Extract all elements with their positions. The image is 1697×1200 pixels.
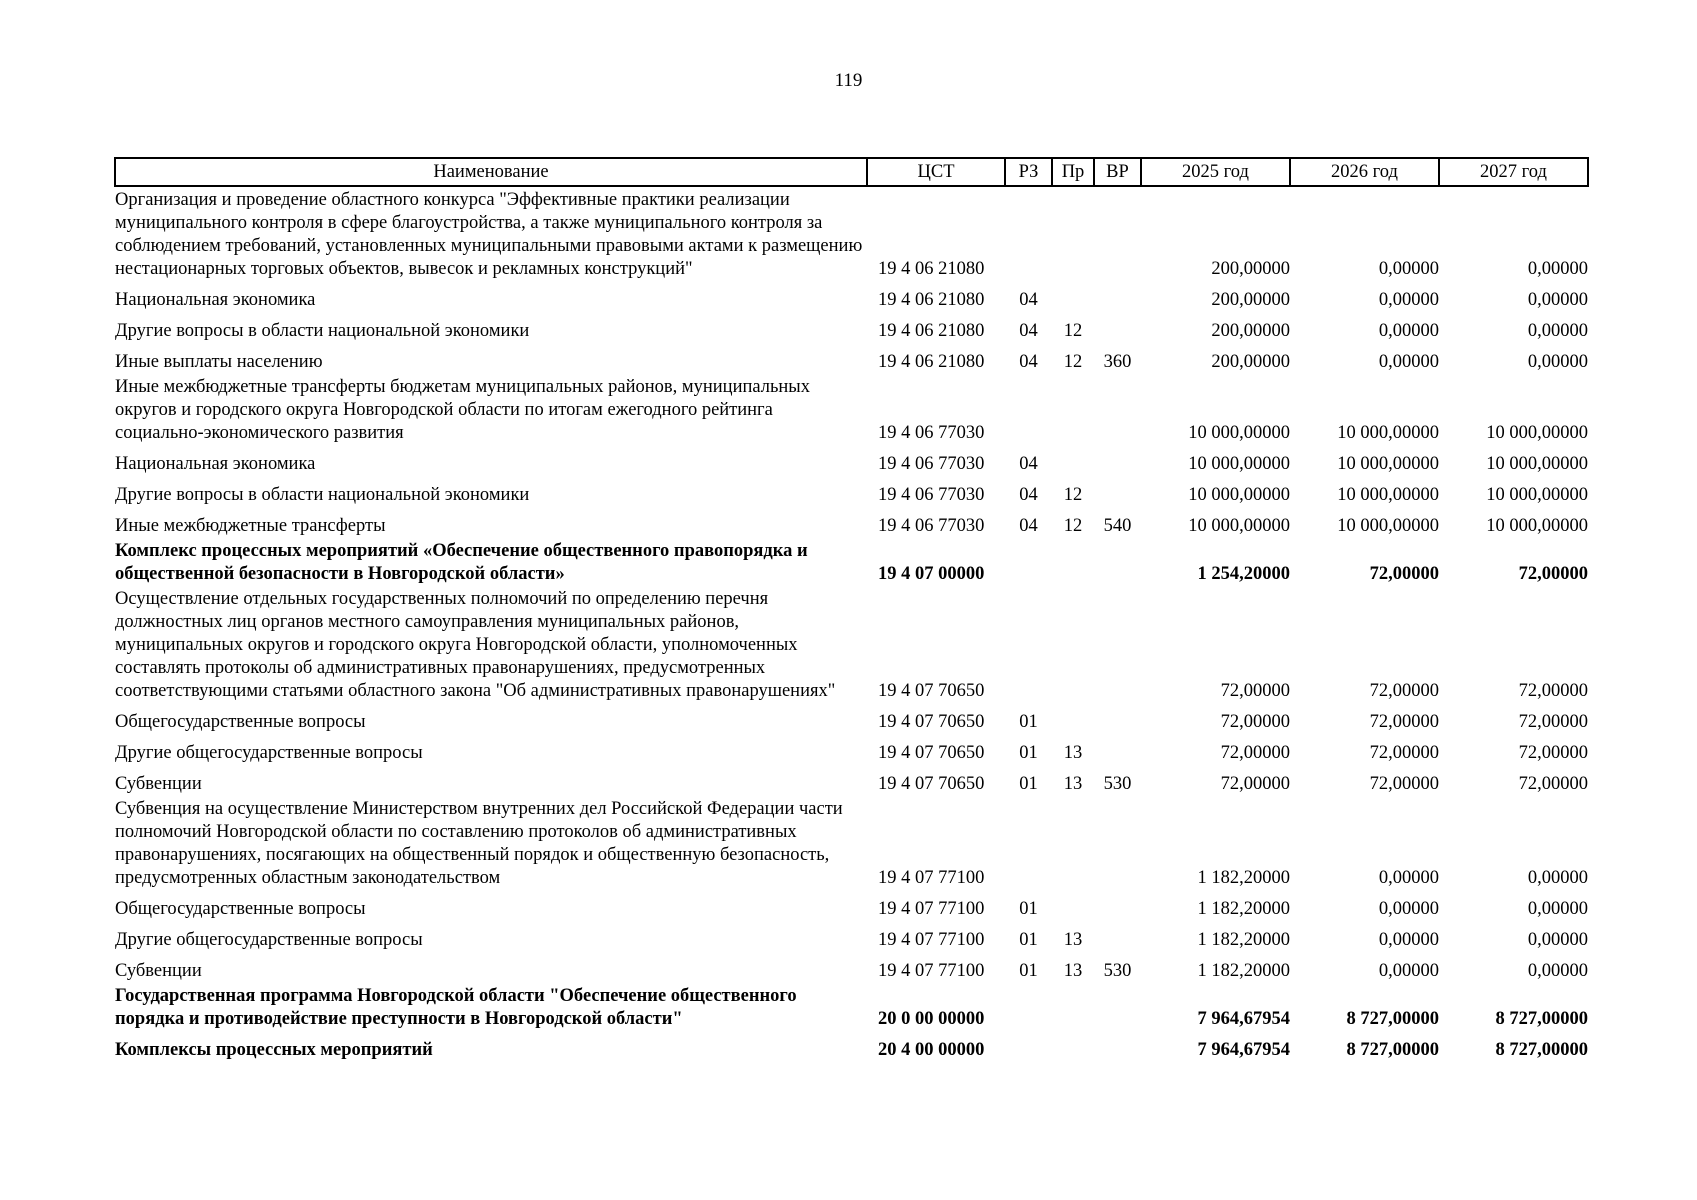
cell-cst: 19 4 07 70650 <box>878 712 985 732</box>
cell-y2027: 72,00000 <box>1518 564 1588 584</box>
table-row <box>115 345 1588 376</box>
cell-y2025: 200,00000 <box>1211 352 1290 372</box>
cell-vr <box>1094 923 1141 954</box>
cell-y2027: 0,00000 <box>1527 352 1588 372</box>
header-2027: 2027 год <box>1439 158 1588 186</box>
cell-y2027: 0,00000 <box>1527 259 1588 279</box>
header-row <box>115 158 1588 186</box>
header-2026: 2026 год <box>1290 158 1439 186</box>
cell-rz: 01 <box>1019 961 1038 981</box>
cell-y2027: 0,00000 <box>1527 899 1588 919</box>
cell-y2025: 10 000,00000 <box>1188 516 1290 536</box>
cell-y2026: 0,00000 <box>1378 321 1439 341</box>
cell-name: Осуществление отдельных государственных полномочий по определению перечня должностных лиц органов местного самоуправления муниципальных районов, муниципальных округов и городского округа Новгородской области, уполномоченных составлять протоколы об административных правонарушениях, предусмотренных соответствующими статьями областного закона "Об административных правонарушениях" <box>115 589 836 701</box>
cell-y2026: 72,00000 <box>1369 774 1439 794</box>
cell-cst: 19 4 07 77100 <box>878 930 985 950</box>
cell-y2027: 10 000,00000 <box>1486 485 1588 505</box>
table-row <box>115 1033 1588 1064</box>
table-row <box>115 767 1588 798</box>
cell-y2027: 0,00000 <box>1527 930 1588 950</box>
cell-y2025: 7 964,67954 <box>1197 1009 1290 1029</box>
cell-y2025: 200,00000 <box>1211 290 1290 310</box>
cell-pr: 12 <box>1063 485 1083 505</box>
cell-cst: 19 4 06 77030 <box>878 516 985 536</box>
cell-y2025: 10 000,00000 <box>1188 423 1290 443</box>
cell-y2027: 0,00000 <box>1527 961 1588 981</box>
cell-name: Другие общегосударственные вопросы <box>115 930 423 950</box>
cell-y2026: 10 000,00000 <box>1337 423 1439 443</box>
cell-y2026: 8 727,00000 <box>1346 1040 1439 1060</box>
cell-name: Субвенции <box>115 961 202 981</box>
cell-cst: 19 4 07 70650 <box>878 774 985 794</box>
cell-y2025: 200,00000 <box>1211 259 1290 279</box>
cell-y2025: 1 182,20000 <box>1197 930 1290 950</box>
cell-y2026: 8 727,00000 <box>1346 1009 1439 1029</box>
table-row <box>115 985 1588 1033</box>
table-header <box>115 158 1588 186</box>
cell-rz: 04 <box>1019 352 1038 372</box>
cell-rz: 04 <box>1019 321 1038 341</box>
cell-y2027: 0,00000 <box>1527 868 1588 888</box>
cell-rz: 01 <box>1019 930 1038 950</box>
cell-y2025: 1 182,20000 <box>1197 868 1290 888</box>
cell-pr: 13 <box>1063 743 1083 763</box>
table-row <box>115 588 1588 705</box>
cell-rz <box>1005 540 1052 588</box>
cell-vr <box>1094 478 1141 509</box>
cell-y2026: 72,00000 <box>1369 743 1439 763</box>
cell-rz <box>1005 588 1052 705</box>
cell-y2027: 72,00000 <box>1518 743 1588 763</box>
cell-rz <box>1005 985 1052 1033</box>
header-rz: РЗ <box>1005 158 1052 186</box>
table-row <box>115 798 1588 892</box>
table-row <box>115 736 1588 767</box>
cell-y2025: 72,00000 <box>1220 774 1290 794</box>
cell-y2027: 8 727,00000 <box>1495 1040 1588 1060</box>
cell-y2026: 72,00000 <box>1369 681 1439 701</box>
cell-rz: 04 <box>1019 485 1038 505</box>
cell-cst: 20 0 00 00000 <box>878 1009 985 1029</box>
cell-vr: 540 <box>1103 516 1132 536</box>
table-row <box>115 447 1588 478</box>
header-vr: ВР <box>1094 158 1141 186</box>
cell-name: Комплекс процессных мероприятий «Обеспечение общественного правопорядка и общественной безопасности в Новгородской области» <box>115 541 808 584</box>
cell-rz: 01 <box>1019 743 1038 763</box>
cell-name: Национальная экономика <box>115 454 316 474</box>
cell-name: Общегосударственные вопросы <box>115 712 366 732</box>
cell-y2027: 10 000,00000 <box>1486 454 1588 474</box>
cell-pr <box>1052 186 1094 283</box>
cell-pr <box>1052 798 1094 892</box>
cell-name: Иные выплаты населению <box>115 352 323 372</box>
cell-vr: 530 <box>1103 961 1132 981</box>
cell-rz <box>1005 376 1052 447</box>
cell-pr: 12 <box>1063 321 1083 341</box>
cell-name: Иные межбюджетные трансферты <box>115 516 386 536</box>
table-row <box>115 892 1588 923</box>
cell-y2027: 8 727,00000 <box>1495 1009 1588 1029</box>
cell-name: Иные межбюджетные трансферты бюджетам муниципальных районов, муниципальных округов и городского округа Новгородской области по итогам ежегодного рейтинга социально-экономического развития <box>115 377 810 443</box>
cell-rz <box>1005 186 1052 283</box>
cell-y2026: 0,00000 <box>1378 899 1439 919</box>
cell-pr <box>1052 985 1094 1033</box>
cell-pr <box>1052 588 1094 705</box>
cell-pr: 13 <box>1063 930 1083 950</box>
cell-name: Государственная программа Новгородской области "Обеспечение общественного порядка и противодействие преступности в Новгородской области" <box>115 986 797 1029</box>
cell-vr <box>1094 798 1141 892</box>
table-row <box>115 923 1588 954</box>
table-row <box>115 954 1588 985</box>
cell-cst: 19 4 06 21080 <box>878 352 985 372</box>
table-row <box>115 314 1588 345</box>
header-2025: 2025 год <box>1141 158 1290 186</box>
cell-vr: 530 <box>1103 774 1132 794</box>
cell-y2025: 10 000,00000 <box>1188 454 1290 474</box>
cell-cst: 19 4 06 77030 <box>878 485 985 505</box>
cell-vr <box>1094 736 1141 767</box>
cell-vr <box>1094 447 1141 478</box>
cell-y2027: 0,00000 <box>1527 321 1588 341</box>
cell-y2025: 1 182,20000 <box>1197 961 1290 981</box>
cell-rz: 04 <box>1019 454 1038 474</box>
cell-vr <box>1094 892 1141 923</box>
table-row <box>115 540 1588 588</box>
cell-y2025: 72,00000 <box>1220 681 1290 701</box>
cell-name: Общегосударственные вопросы <box>115 899 366 919</box>
cell-cst: 19 4 06 21080 <box>878 259 985 279</box>
cell-vr <box>1094 376 1141 447</box>
cell-y2027: 0,00000 <box>1527 290 1588 310</box>
cell-name: Другие вопросы в области национальной экономики <box>115 485 530 505</box>
cell-rz: 01 <box>1019 712 1038 732</box>
cell-pr <box>1052 376 1094 447</box>
cell-y2027: 72,00000 <box>1518 681 1588 701</box>
cell-name: Комплексы процессных мероприятий <box>115 1040 433 1060</box>
cell-name: Субвенция на осуществление Министерством внутренних дел Российской Федерации части полномочий Новгородской области по составлению протоколов об административных правонарушениях, посягающих на общественный порядок и общественную безопасность, предусмотренных областным законодательством <box>115 799 843 888</box>
cell-y2025: 1 254,20000 <box>1197 564 1290 584</box>
cell-y2025: 10 000,00000 <box>1188 485 1290 505</box>
cell-pr: 12 <box>1063 516 1083 536</box>
cell-vr <box>1094 985 1141 1033</box>
cell-pr <box>1052 705 1094 736</box>
cell-y2026: 10 000,00000 <box>1337 485 1439 505</box>
cell-y2026: 0,00000 <box>1378 290 1439 310</box>
cell-y2027: 72,00000 <box>1518 774 1588 794</box>
cell-pr <box>1052 283 1094 314</box>
cell-y2026: 10 000,00000 <box>1337 454 1439 474</box>
cell-vr: 360 <box>1103 352 1132 372</box>
header-pr: Пр <box>1052 158 1094 186</box>
cell-y2025: 7 964,67954 <box>1197 1040 1290 1060</box>
header-name: Наименование <box>115 158 867 186</box>
cell-y2026: 0,00000 <box>1378 259 1439 279</box>
cell-rz: 04 <box>1019 290 1038 310</box>
table-row <box>115 283 1588 314</box>
cell-rz: 04 <box>1019 516 1038 536</box>
budget-table <box>114 157 1589 1064</box>
cell-y2025: 200,00000 <box>1211 321 1290 341</box>
cell-cst: 19 4 06 77030 <box>878 423 985 443</box>
table-row <box>115 705 1588 736</box>
cell-y2026: 72,00000 <box>1369 712 1439 732</box>
cell-name: Субвенции <box>115 774 202 794</box>
cell-cst: 19 4 06 77030 <box>878 454 985 474</box>
cell-pr: 13 <box>1063 774 1083 794</box>
cell-name: Национальная экономика <box>115 290 316 310</box>
cell-vr <box>1094 186 1141 283</box>
cell-vr <box>1094 540 1141 588</box>
cell-pr <box>1052 540 1094 588</box>
table-row <box>115 376 1588 447</box>
cell-y2026: 0,00000 <box>1378 930 1439 950</box>
cell-y2026: 0,00000 <box>1378 868 1439 888</box>
cell-name: Другие общегосударственные вопросы <box>115 743 423 763</box>
cell-pr <box>1052 892 1094 923</box>
cell-vr <box>1094 705 1141 736</box>
cell-vr <box>1094 314 1141 345</box>
table-row <box>115 186 1588 283</box>
cell-rz <box>1005 1033 1052 1064</box>
cell-y2025: 72,00000 <box>1220 743 1290 763</box>
cell-vr <box>1094 283 1141 314</box>
header-cst: ЦСТ <box>867 158 1005 186</box>
cell-pr: 12 <box>1063 352 1083 372</box>
table-row <box>115 478 1588 509</box>
cell-vr <box>1094 1033 1141 1064</box>
cell-name: Другие вопросы в области национальной экономики <box>115 321 530 341</box>
cell-pr: 13 <box>1063 961 1083 981</box>
cell-rz: 01 <box>1019 774 1038 794</box>
cell-cst: 19 4 07 70650 <box>878 743 985 763</box>
cell-vr <box>1094 588 1141 705</box>
cell-y2027: 10 000,00000 <box>1486 423 1588 443</box>
page-number: 119 <box>834 70 863 91</box>
cell-cst: 19 4 07 00000 <box>878 564 985 584</box>
cell-y2025: 72,00000 <box>1220 712 1290 732</box>
table-row <box>115 509 1588 540</box>
cell-cst: 19 4 06 21080 <box>878 290 985 310</box>
cell-cst: 19 4 06 21080 <box>878 321 985 341</box>
cell-y2026: 72,00000 <box>1369 564 1439 584</box>
cell-y2025: 1 182,20000 <box>1197 899 1290 919</box>
cell-y2026: 10 000,00000 <box>1337 516 1439 536</box>
cell-cst: 20 4 00 00000 <box>878 1040 985 1060</box>
cell-y2027: 10 000,00000 <box>1486 516 1588 536</box>
cell-cst: 19 4 07 70650 <box>878 681 985 701</box>
table-body <box>115 186 1588 1064</box>
cell-pr <box>1052 447 1094 478</box>
cell-y2026: 0,00000 <box>1378 961 1439 981</box>
cell-y2027: 72,00000 <box>1518 712 1588 732</box>
cell-cst: 19 4 07 77100 <box>878 961 985 981</box>
cell-pr <box>1052 1033 1094 1064</box>
cell-cst: 19 4 07 77100 <box>878 899 985 919</box>
cell-y2026: 0,00000 <box>1378 352 1439 372</box>
cell-name: Организация и проведение областного конкурса "Эффективные практики реализации муниципального контроля в сфере благоустройства, а также муниципального контроля за соблюдением требований, установленных муниципальными правовыми актами к размещению нестационарных торговых объектов, вывесок и рекламных конструкций" <box>115 190 863 279</box>
cell-rz: 01 <box>1019 899 1038 919</box>
cell-rz <box>1005 798 1052 892</box>
cell-cst: 19 4 07 77100 <box>878 868 985 888</box>
